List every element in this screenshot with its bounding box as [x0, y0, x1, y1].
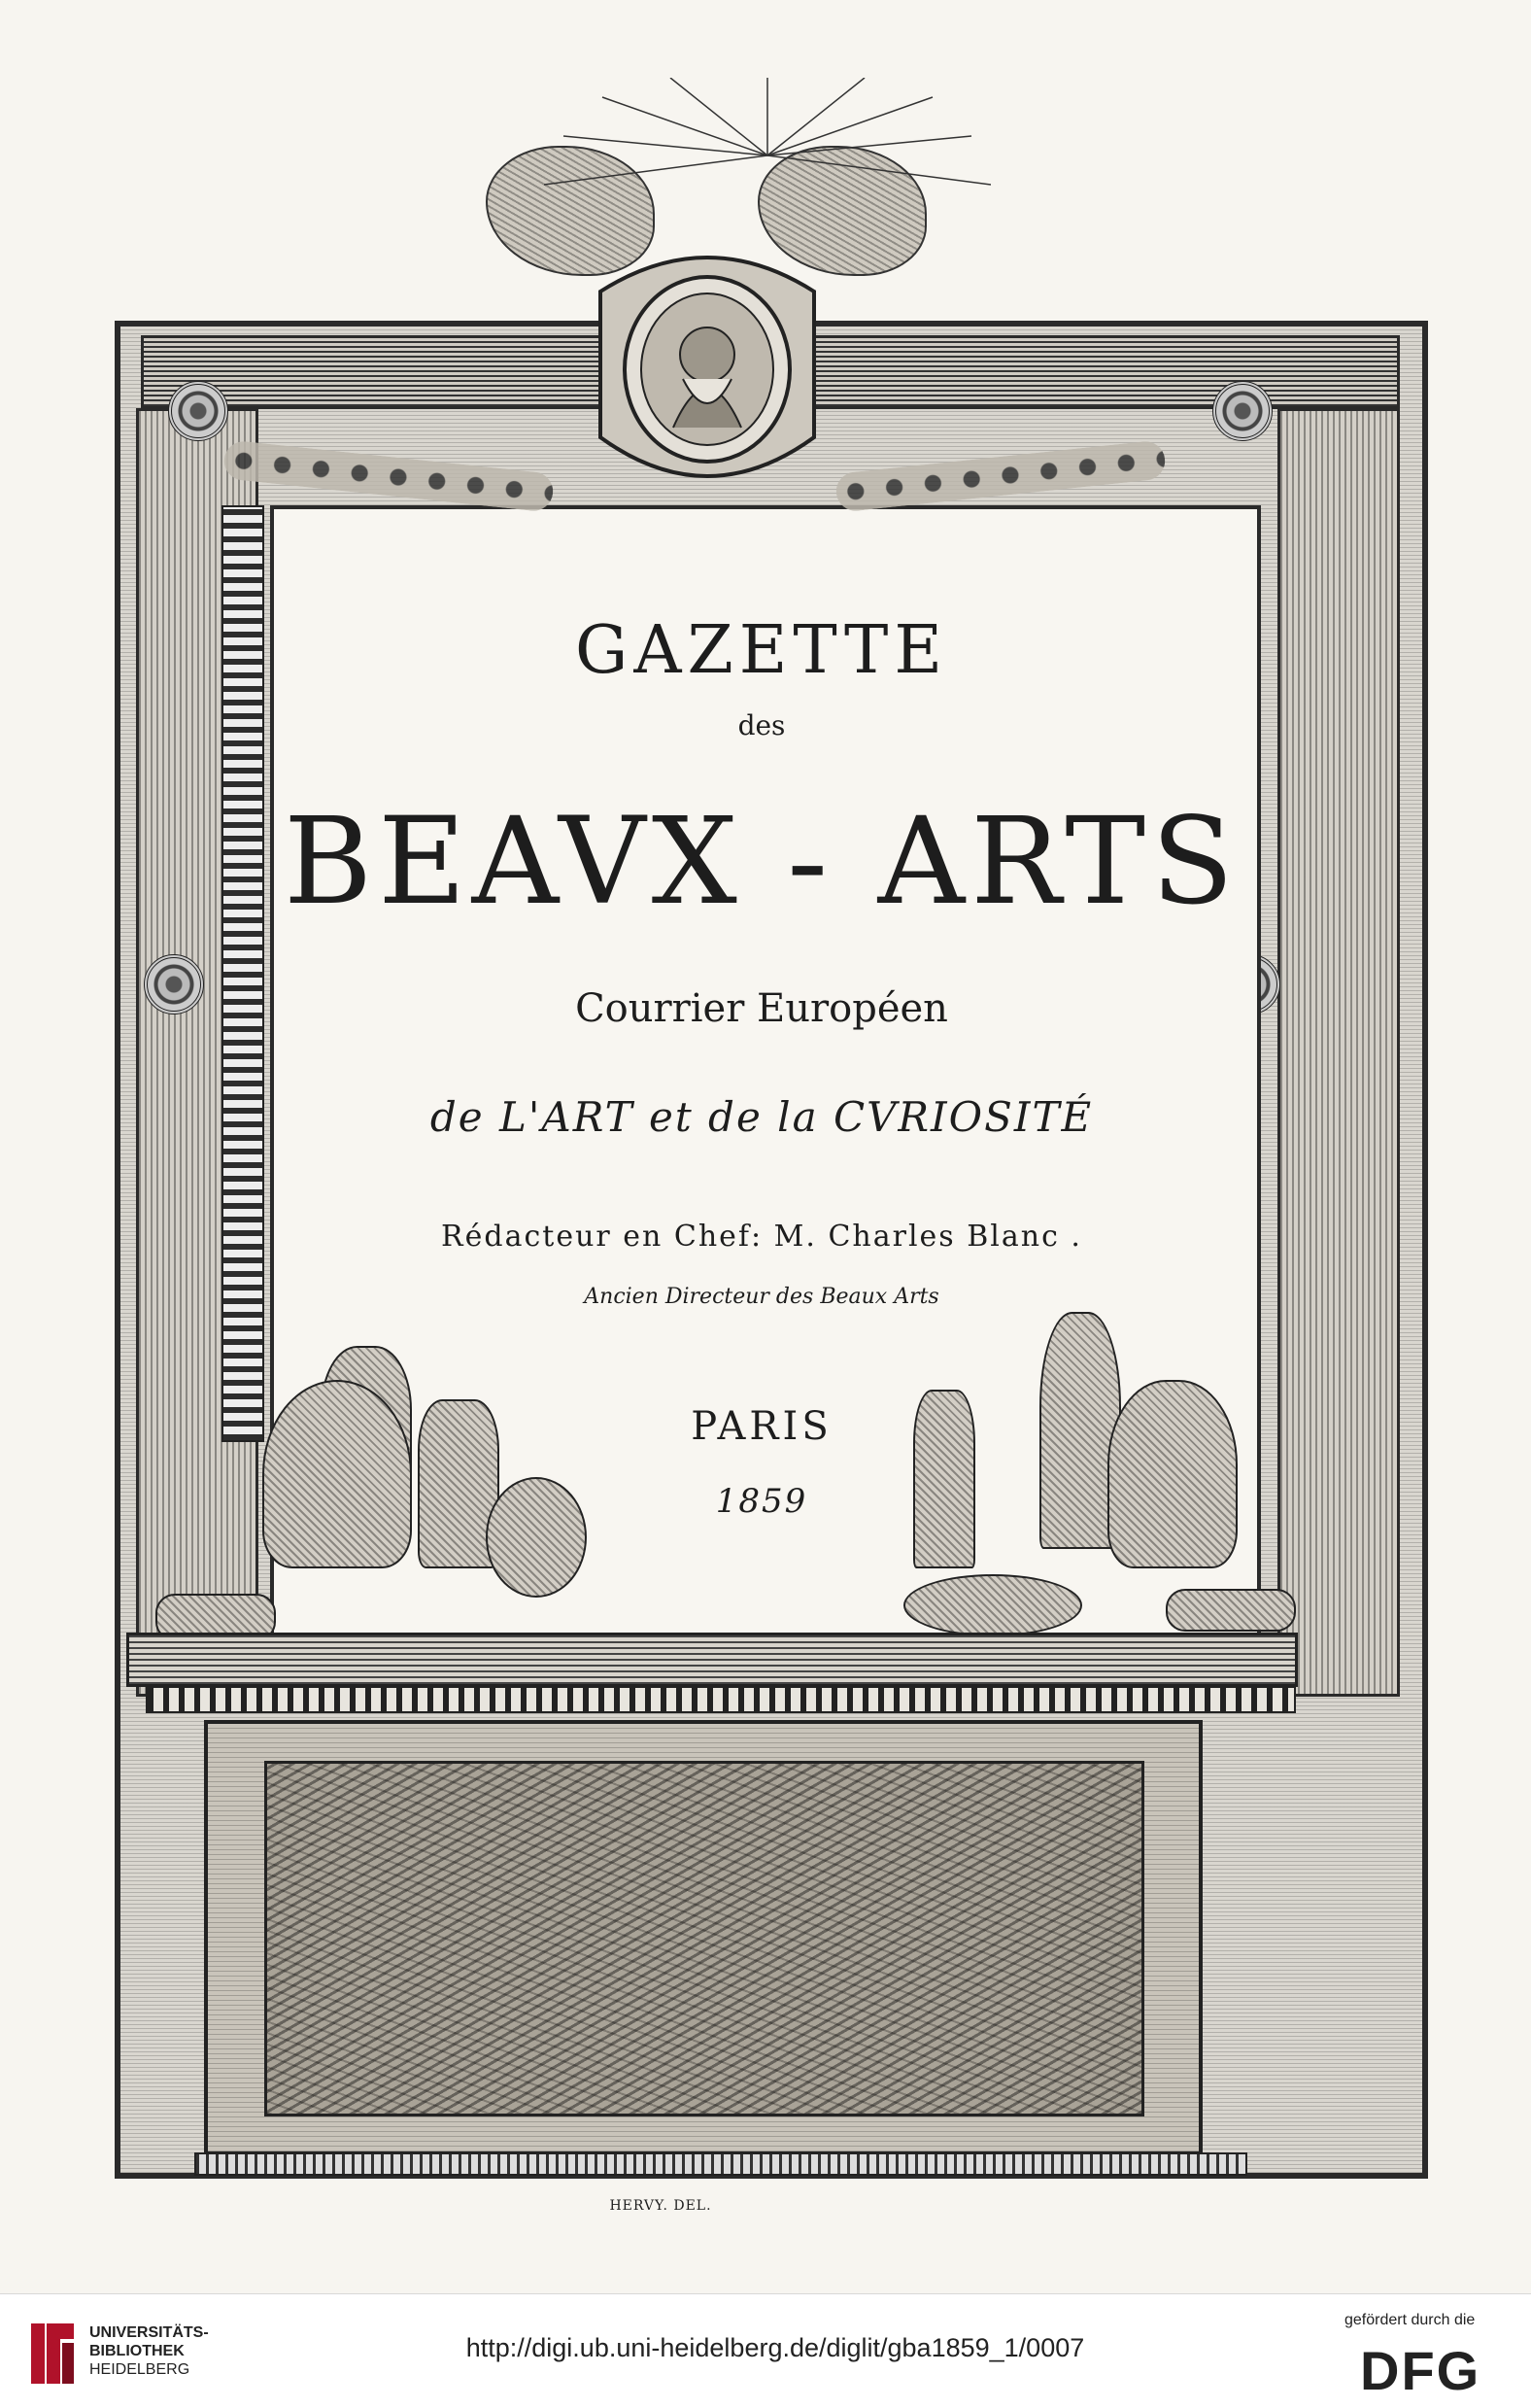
rosette-ornament: [1212, 381, 1273, 441]
digitization-footer: [0, 2293, 1531, 2408]
scroll-illustration: [1166, 1589, 1296, 1632]
subtitle-curiosite: de L'ART et de la CVRIOSITÉ: [429, 1093, 1094, 1141]
horse-relief-frieze: [264, 1761, 1144, 2116]
library-name-line2: BIBLIOTHEK: [89, 2343, 185, 2359]
place-of-publication: PARIS: [691, 1404, 833, 1449]
covered-cup-illustration: [913, 1390, 975, 1568]
subtitle-courrier: Courrier Européen: [575, 986, 948, 1031]
title-beaux-arts: BEAVX - ARTS: [284, 792, 1240, 932]
framed-portrait-illustration: [486, 1477, 587, 1598]
ornate-vase-illustration: [1107, 1380, 1238, 1568]
editor-note: Ancien Directeur des Beaux Arts: [584, 1285, 939, 1309]
library-name: [89, 2323, 209, 2379]
leonardo-medallion: [581, 233, 834, 515]
library-name-line3: HEIDELBERG: [89, 2361, 190, 2378]
cornice-ledge: [126, 1633, 1298, 1687]
palette-illustration: [903, 1574, 1082, 1636]
editor-line: Rédacteur en Chef: M. Charles Blanc .: [441, 1220, 1082, 1254]
right-pilaster: [1277, 408, 1400, 1697]
title-gazette: GAZETTE: [575, 612, 948, 689]
rosette-ornament: [144, 954, 204, 1015]
pedestal-base: [194, 2152, 1247, 2176]
library-logo-icon: [29, 2322, 76, 2386]
sun-rays: [544, 78, 991, 233]
library-name-line1: UNIVERSITÄTS-: [89, 2324, 209, 2341]
engraver-signature: HERVY. DEL.: [609, 2198, 712, 2214]
rosette-ornament: [168, 381, 228, 441]
dentil-molding: [146, 1686, 1296, 1713]
publication-year: 1859: [715, 1482, 808, 1521]
title-des: des: [737, 709, 786, 741]
sponsor-caption: gefördert durch die: [1344, 2312, 1476, 2328]
fluted-column: [221, 505, 264, 1442]
dfg-logo: DFG: [1360, 2340, 1481, 2401]
permalink-url[interactable]: http://digi.ub.uni-heidelberg.de/diglit/gba1859_1/0007: [465, 2333, 1085, 2362]
bust-illustration: [262, 1380, 412, 1568]
